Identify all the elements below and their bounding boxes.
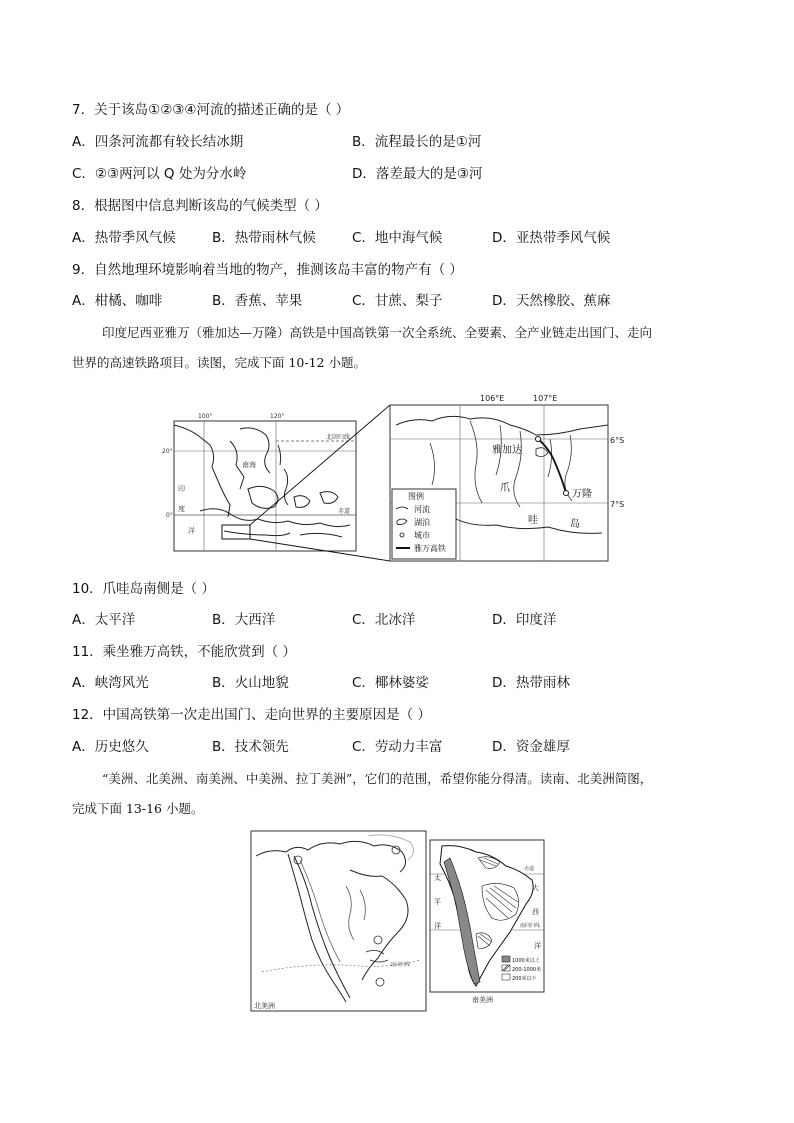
q10-option-a: A．太平洋 — [72, 612, 136, 628]
sa-equator-label: 赤道 — [524, 866, 535, 872]
lon-120-label: 120° — [270, 413, 285, 420]
southeast-asia-map — [162, 413, 356, 551]
legend-title: 图例 — [408, 492, 424, 501]
q12-option-b: B．技术领先 — [212, 739, 289, 755]
indian-ocean-label-3: 洋 — [188, 527, 195, 535]
legend-swatch-low — [502, 974, 510, 980]
atlantic-label-3: 洋 — [534, 942, 541, 950]
q11-option-c: C．椰林婆娑 — [352, 675, 429, 691]
passage-2 — [72, 770, 722, 818]
q8-option-d: D．亚热带季风气候 — [492, 230, 611, 246]
pacific-label-2: 平 — [434, 898, 441, 906]
bandung-label: 万隆 — [572, 489, 592, 500]
q8-stem: 8．根据图中信息判断该岛的气候类型（ ） — [72, 198, 328, 214]
lat-7s-label: 7°S — [610, 500, 625, 509]
passage-1 — [72, 324, 722, 372]
lon-100-label: 100° — [198, 413, 213, 420]
q7-option-a: A．四条河流都有较长结冰期 — [72, 134, 244, 150]
sa-capricorn-label: 南回归线 — [520, 923, 541, 929]
passage-2-line-2: 完成下面 13-16 小题。 — [72, 801, 204, 816]
java-label-2: 哇 — [528, 515, 538, 526]
q9-option-d: D．天然橡胶、蕉麻 — [492, 293, 611, 309]
q9-option-b: B．香蕉、苹果 — [212, 293, 303, 309]
passage-2-line-1: “美洲、北美洲、南美洲、中美洲、拉丁美洲”，它们的范围，希望你能分得清。读南、北美洲简图， — [102, 771, 653, 786]
q12-option-d: D．资金雄厚 — [492, 739, 570, 755]
q8-option-a: A．热带季风气候 — [72, 230, 176, 246]
south-america-caption: 南美洲 — [472, 996, 493, 1004]
q7-option-d: D．落差最大的是③河 — [352, 166, 483, 182]
equator-label: 赤道 — [338, 508, 351, 515]
q11-option-b: B．火山地貌 — [212, 675, 289, 691]
indian-ocean-label-1: 印 — [178, 485, 185, 493]
pacific-label-3: 洋 — [434, 922, 441, 930]
tropic-label: 北回归线 — [326, 434, 351, 441]
legend-swatch-high — [502, 956, 510, 962]
south-america-map — [430, 840, 544, 1004]
lat-6s-label: 6°S — [610, 436, 625, 445]
java-label-3: 岛 — [570, 519, 580, 530]
q9-option-a: A．柑橘、咖啡 — [72, 293, 163, 309]
q11-option-a: A．峡湾风光 — [72, 675, 149, 691]
q10-option-b: B．大西洋 — [212, 612, 276, 628]
q10-stem: 10．爪哇岛南侧是（ ） — [72, 581, 215, 597]
q7-option-c: C．②③两河以 Q 处为分水岭 — [72, 166, 247, 182]
north-america-map — [251, 831, 426, 1011]
legend-high: 1000米以上 — [512, 958, 540, 964]
legend-mid: 200-1000米 — [512, 967, 542, 973]
q9-stem: 9．自然地理环境影响着当地的物产，推测该岛丰富的物产有（ ） — [72, 262, 463, 278]
q11-stem: 11．乘坐雅万高铁，不能欣赏到（ ） — [72, 644, 296, 660]
indian-ocean-label-2: 度 — [178, 505, 185, 513]
q12-option-a: A．历史悠久 — [72, 739, 149, 755]
q7-option-b: B．流程最长的是①河 — [352, 134, 482, 150]
na-tropic-label: 北回归线 — [390, 962, 411, 968]
q8-option-b: B．热带雨林气候 — [212, 230, 316, 246]
legend-city: 城市 — [414, 531, 430, 540]
q10-option-c: C．北冰洋 — [352, 612, 416, 628]
lon-106-label: 106°E — [480, 394, 505, 403]
pacific-label-1: 太 — [434, 874, 441, 882]
atlantic-label-1: 大 — [532, 884, 539, 892]
north-america-caption: 北美洲 — [254, 1002, 275, 1010]
lat-0-label: 0° — [166, 512, 173, 519]
q7-stem: 7．关于该岛①②③④河流的描述正确的是（ ） — [72, 102, 350, 118]
q9-option-c: C．甘蔗、梨子 — [352, 293, 443, 309]
legend-low: 200米以下 — [512, 976, 537, 982]
q8-option-c: C．地中海气候 — [352, 230, 443, 246]
map-legend — [392, 489, 456, 559]
q12-stem: 12．中国高铁第一次走出国门、走向世界的主要原因是（ ） — [72, 707, 431, 723]
java-label-1: 爪 — [500, 483, 510, 494]
lat-20-label: 20° — [162, 448, 173, 455]
java-railway-map — [162, 385, 625, 565]
south-china-sea-label: 南海 — [242, 461, 256, 469]
jakarta-label: 雅加达 — [492, 445, 522, 456]
legend-river: 河流 — [414, 505, 430, 514]
q12-option-c: C．劳动力丰富 — [352, 739, 443, 755]
americas-map — [250, 830, 550, 1015]
passage-1-line-2: 世界的高速铁路项目。读图，完成下面 10-12 小题。 — [72, 355, 366, 370]
lon-107-label: 107°E — [533, 394, 558, 403]
passage-1-line-1: 印度尼西亚雅万（雅加达—万隆）高铁是中国高铁第一次全系统、全要素、全产业链走出国门、走向 — [102, 325, 653, 340]
atlantic-label-2: 西 — [532, 908, 539, 916]
legend-lake: 湖泊 — [414, 518, 430, 527]
legend-railway: 雅万高铁 — [414, 544, 446, 553]
q11-option-d: D．热带雨林 — [492, 675, 570, 691]
q10-option-d: D．印度洋 — [492, 612, 557, 628]
